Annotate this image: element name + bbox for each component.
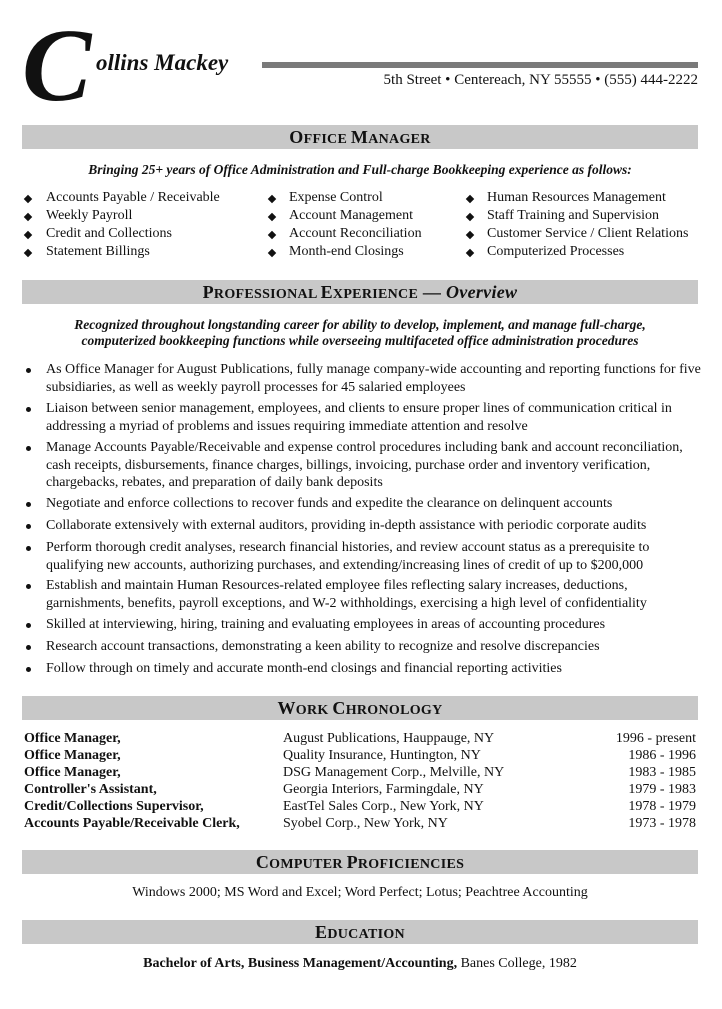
job-title: Office Manager, [24, 765, 121, 780]
summary-intro: Bringing 25+ years of Office Administration and Full-charge Bookkeeping experience as follows: [88, 162, 632, 177]
skill-item: Accounts Payable / Receivable [22, 190, 220, 206]
employer: Syobel Corp., New York, NY [283, 816, 448, 831]
chronology-row [22, 799, 698, 816]
heading-rest: FFICE [303, 132, 351, 147]
job-title: Office Manager, [24, 731, 121, 746]
job-title: Accounts Payable/Receivable Clerk, [24, 816, 240, 831]
heading-cap: E [315, 922, 328, 942]
experience-bullet: Perform thorough credit analyses, research financial histories, and review account status as a prerequisite to qualifying new accounts, authorizing purchases, and extending/increasing lines of credit of up to $200,000 [46, 539, 706, 574]
heading-cap: M [350, 127, 369, 147]
heading-rest: ANAGER [368, 132, 431, 147]
job-title: Office Manager, [24, 748, 121, 763]
skill-item: Statement Billings [22, 244, 150, 260]
heading-overview: Overview [445, 282, 518, 302]
degree: Bachelor of Arts, Business Management/Accounting, [143, 956, 458, 971]
job-title: Controller's Assistant, [24, 782, 157, 797]
chronology-row [22, 748, 698, 765]
job-dates: 1973 - 1978 [628, 816, 696, 831]
heading-cap: O [289, 127, 304, 147]
header-rule [262, 62, 698, 68]
job-dates: 1983 - 1985 [628, 765, 696, 780]
experience-bullet: Establish and maintain Human Resources-related employee files reflecting salary increases, deductions, garnishments, benefits, payroll exceptions, and W-2 withholdings, exercising a high level of confidentiality [46, 577, 706, 612]
experience-bullet: Research account transactions, demonstrating a keen ability to recognize and resolve discrepancies [46, 638, 706, 656]
job-title: Credit/Collections Supervisor, [24, 799, 204, 814]
experience-bullet: As Office Manager for August Publications, fully manage company-wide accounting and reporting functions for five subsidiaries, as well as weekly payroll processes for 45 salaried employees [46, 361, 706, 396]
section-bar-education [22, 920, 698, 944]
employer: August Publications, Hauppauge, NY [283, 731, 495, 746]
job-dates: 1979 - 1983 [628, 782, 696, 797]
contact-line: 5th Street • Centereach, NY 55555 • (555) 444-2222 [383, 72, 698, 88]
heading-rest: DUCATION [327, 927, 405, 942]
heading-cap: W [277, 698, 296, 718]
computer-skills: Windows 2000; MS Word and Excel; Word Perfect; Lotus; Peachtree Accounting [132, 885, 588, 900]
employer: Quality Insurance, Huntington, NY [283, 748, 481, 763]
heading-rest: ROFESSIONAL [213, 287, 321, 302]
employer: Georgia Interiors, Farmingdale, NY [283, 782, 484, 797]
skill-item: Month-end Closings [266, 244, 404, 260]
section-bar-office-manager [22, 125, 698, 149]
heading-cap: P [202, 282, 214, 302]
chronology-row [22, 731, 698, 748]
heading-cap: E [320, 282, 333, 302]
section-bar-experience [22, 280, 698, 304]
job-dates: 1986 - 1996 [628, 748, 696, 763]
heading-dash: — [418, 282, 446, 302]
experience-bullet: Liaison between senior management, employees, and clients to ensure proper lines of communication critical in addressing a myriad of problems and issues requiring immediate attention and resolve [46, 400, 706, 435]
employer: DSG Management Corp., Melville, NY [283, 765, 505, 780]
heading-rest: ROFICIENCIES [357, 857, 465, 872]
experience-bullet: Skilled at interviewing, hiring, training and evaluating employees in areas of accounting procedures [46, 616, 706, 634]
candidate-name: ollins Mackey [96, 50, 229, 75]
skill-item: Account Reconciliation [266, 226, 422, 242]
education-line [22, 956, 698, 972]
job-dates: 1996 - present [615, 731, 696, 746]
school: Banes College, 1982 [457, 956, 577, 971]
skill-item: Computerized Processes [464, 244, 624, 260]
section-bar-chronology [22, 696, 698, 720]
section-bar-computer [22, 850, 698, 874]
chronology-row [22, 782, 698, 799]
experience-bullet: Manage Accounts Payable/Receivable and expense control procedures including bank and account reconciliation, cash receipts, disbursements, finance charges, billings, invoicing, purchase order and inventory verification, chargebacks, rebates, and preparation of daily bank deposits [46, 439, 706, 492]
employer: EastTel Sales Corp., New York, NY [283, 799, 484, 814]
experience-intro-line1: Recognized throughout longstanding career for ability to develop, implement, and manage full-charge, [74, 317, 646, 332]
skill-item: Weekly Payroll [22, 208, 132, 224]
heading-rest: HRONOLOGY [345, 703, 443, 718]
experience-bullet: Collaborate extensively with external auditors, providing in-depth assistance with periodic corporate audits [46, 517, 706, 535]
heading-rest: OMPUTER [269, 857, 347, 872]
chronology-row [22, 765, 698, 782]
heading-cap: C [255, 852, 270, 872]
skills-grid [22, 190, 698, 264]
experience-bullet: Negotiate and enforce collections to recover funds and expedite the clearance on delinquent accounts [46, 495, 706, 513]
heading-cap: P [346, 852, 358, 872]
skill-item: Human Resources Management [464, 190, 666, 206]
heading-rest: XPERIENCE [332, 287, 419, 302]
skill-item: Expense Control [266, 190, 383, 206]
job-dates: 1978 - 1979 [628, 799, 696, 814]
monogram-logo: C [22, 8, 92, 123]
experience-bullet: Follow through on timely and accurate month-end closings and financial reporting activities [46, 660, 706, 678]
heading-rest: ORK [295, 703, 333, 718]
skill-item: Staff Training and Supervision [464, 208, 659, 224]
skill-item: Account Management [266, 208, 413, 224]
skill-item: Credit and Collections [22, 226, 172, 242]
chronology-row [22, 816, 698, 833]
skill-item: Customer Service / Client Relations [464, 226, 688, 242]
experience-intro-line2: computerized bookkeeping functions while overseeing multifaceted office administration procedures [81, 333, 639, 348]
heading-cap: C [332, 698, 346, 718]
